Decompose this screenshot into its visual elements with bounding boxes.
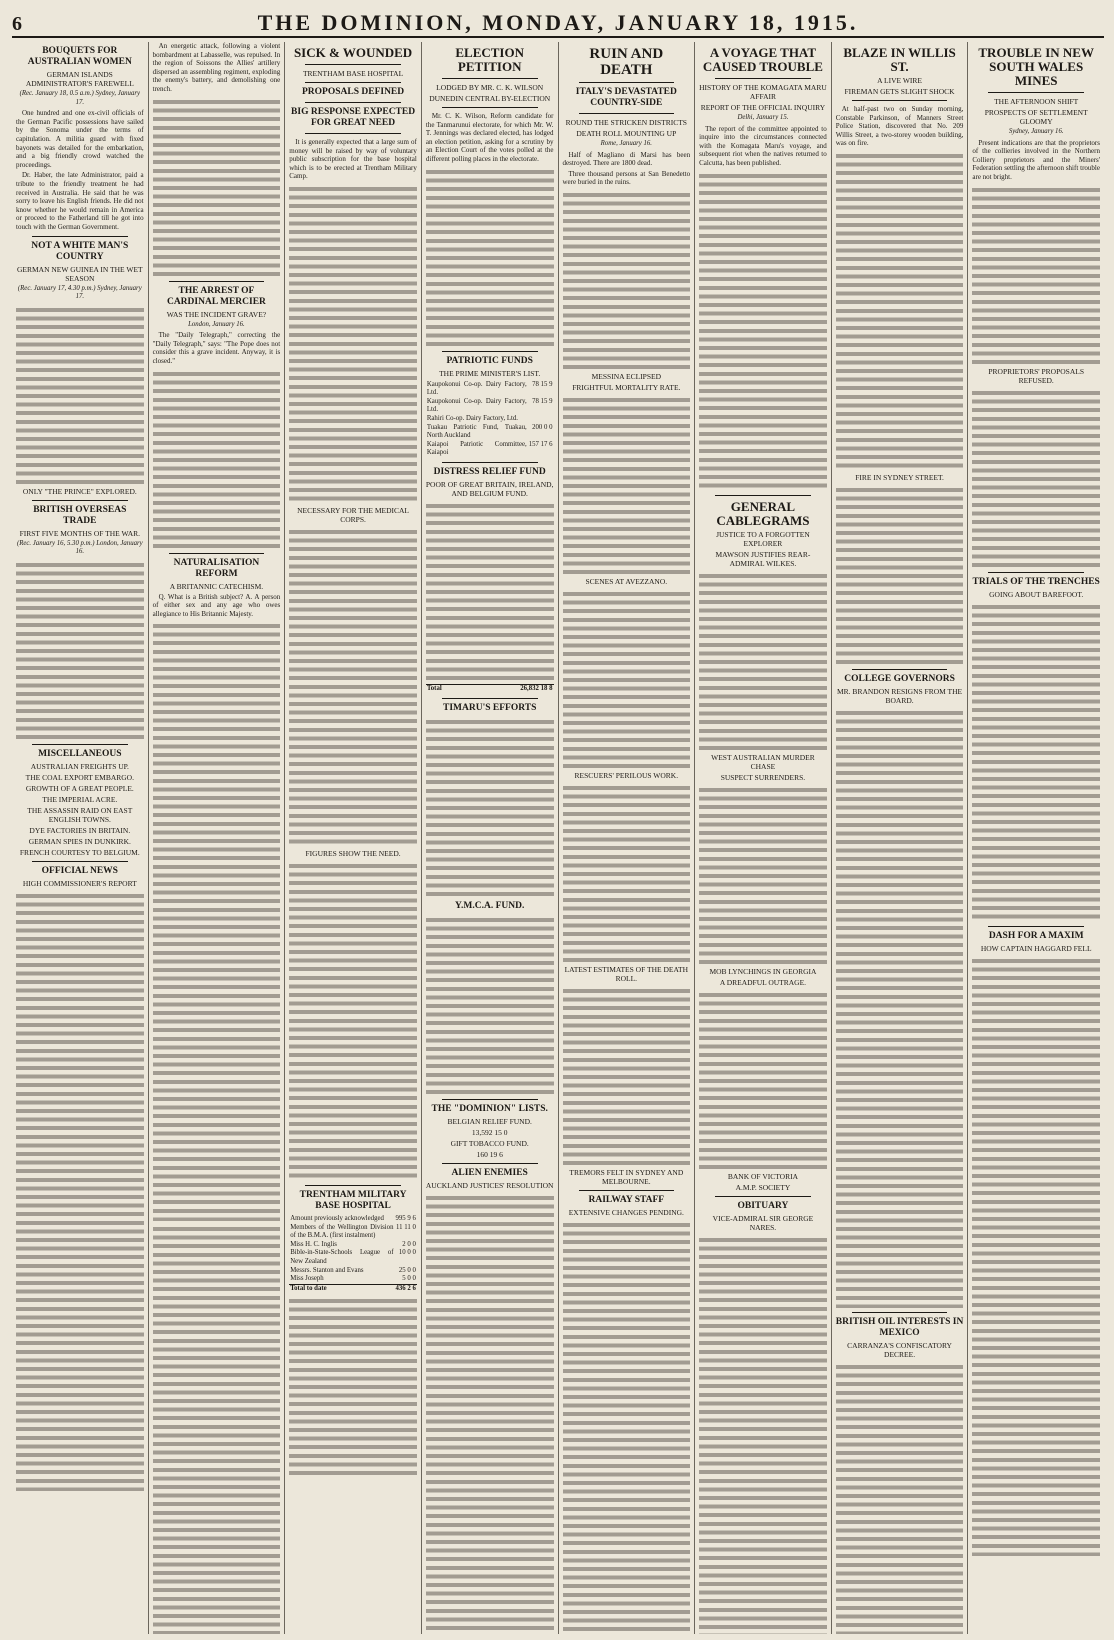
headline: THE "DOMINION" LISTS. — [431, 1103, 548, 1114]
headline: COLLEGE GOVERNORS — [844, 673, 955, 684]
divider — [305, 102, 401, 103]
text-block — [289, 1296, 417, 1476]
text-block — [836, 485, 964, 665]
subheading: FRIGHTFUL MORTALITY RATE. — [572, 382, 681, 392]
headline: THE ARREST OF CARDINAL MERCIER — [166, 285, 266, 307]
columns — [12, 42, 1104, 1634]
contribution-amount — [528, 415, 554, 424]
subheading: PROSPECTS OF SETTLEMENT GLOOMY — [984, 108, 1088, 126]
headline: DASH FOR A MAXIM — [988, 930, 1084, 941]
contribution-amount: 200 0 0 — [532, 423, 553, 431]
masthead — [12, 10, 1104, 38]
divider — [442, 107, 538, 108]
subheading: A BRITANNIC CATECHISM. — [169, 581, 264, 591]
contribution-amount: 157 17 6 — [528, 440, 553, 448]
relief-total — [426, 684, 554, 694]
text-block — [153, 97, 281, 277]
divider — [305, 64, 401, 65]
dateline: (Rec. January 16, 5.30 p.m.) London, January 16. — [16, 539, 143, 556]
subheading: THE ASSASSIN RAID ON EAST ENGLISH TOWNS. — [27, 805, 133, 824]
article-text: Q. What is a British subject? A. A person of either sex and any age who owes allegiance to His Britannic Majesty. — [152, 592, 281, 618]
headline: ELECTION PETITION — [455, 45, 524, 74]
contributor-name: Bible-in-State-Schools League of New Zealand — [290, 1249, 394, 1265]
text-block — [836, 151, 964, 471]
fund-entry — [289, 1215, 417, 1224]
text-block — [426, 1193, 554, 1635]
article-text: It is generally expected that a large sum of money will be raised by way of voluntary public subscription for the base hospital which is to be erected at Trentham Military Camp. — [289, 138, 417, 181]
subheading: GROWTH OF A GREAT PEOPLE. — [25, 783, 134, 793]
fund-total-amount: 13,592 15 0 — [471, 1127, 508, 1137]
divider — [715, 78, 811, 79]
headline: NOT A WHITE MAN'S COUNTRY — [31, 240, 129, 262]
fund-entry — [426, 441, 554, 458]
fund-total-label: Total — [426, 684, 468, 693]
divider — [305, 133, 401, 134]
text-block — [699, 785, 827, 965]
text-block — [699, 990, 827, 1170]
article-text: One hundred and one ex-civil officials of the German Pacific possessions have sailed by the Sonoma under the terms of capitulation. A militia guard with fixed bayonets was detailed for the embarkation, and a big friendly crowd watched the proceedings. — [16, 109, 144, 169]
subheading: FIRE IN SYDNEY STREET. — [855, 472, 944, 482]
subheading: NECESSARY FOR THE MEDICAL CORPS. — [297, 505, 409, 524]
subheading: THE COAL EXPORT EMBARGO. — [25, 772, 134, 782]
subheading: ROUND THE STRICKEN DISTRICTS — [565, 118, 687, 127]
subheading: RESCUERS' PERILOUS WORK. — [574, 770, 679, 780]
divider — [169, 281, 265, 282]
divider — [852, 100, 948, 101]
fund-entry — [426, 398, 554, 415]
divider — [32, 861, 128, 862]
dateline: Delhi, January 15. — [737, 114, 789, 121]
text-block — [289, 861, 417, 1181]
divider — [579, 1190, 675, 1191]
text-block — [153, 1224, 281, 1634]
fund-total-amount: 26,832 18 8 — [468, 684, 554, 693]
headline: ITALY'S DEVASTATED COUNTRY-SIDE — [575, 87, 677, 108]
contributor-name: Messrs. Stanton and Evans — [290, 1266, 364, 1274]
subheading: HISTORY OF THE KOMAGATA MARU AFFAIR — [699, 83, 827, 101]
column-1 — [12, 42, 149, 1634]
contributor-name: Kaupokonui Co-op. Dairy Factory, Ltd. — [426, 380, 527, 397]
fund-total-amount: 160 19 6 — [476, 1149, 503, 1159]
divider — [32, 744, 128, 745]
article-text: The report of the committee appointed to inquire into the circumstances connected with the Komagata Maru's voyage, and subsequent riot when the natives returned to Calcutta, has been published. — [699, 124, 827, 167]
text-block — [426, 915, 554, 1095]
subheading: MESSINA ECLIPSED — [591, 371, 661, 381]
article-text: Present indications are that the proprietors of the collieries involved in the Northern Colliery proprietors and the Miners' Federation settling the afternoon shift trouble are not bright. — [972, 138, 1100, 181]
subheading: REPORT OF THE OFFICIAL INQUIRY — [700, 103, 826, 112]
dateline: (Rec. January 17, 4.30 p.m.) Sydney, January 17. — [17, 284, 142, 301]
divider — [32, 500, 128, 501]
headline: TRENTHAM MILITARY BASE HOSPITAL — [299, 1189, 407, 1211]
subheading: BANK OF VICTORIA — [727, 1171, 799, 1181]
contributor-name: Rahiri Co-op. Dairy Factory, Ltd. — [426, 414, 518, 422]
subheading: HIGH COMMISSIONER'S REPORT — [22, 878, 137, 888]
subheading: POOR OF GREAT BRITAIN, IRELAND, AND BELGIUM FUND. — [425, 479, 554, 498]
subheading: DYE FACTORIES IN BRITAIN. — [29, 825, 131, 835]
article-text: Half of Magliano di Marsi has been destroyed. There are 1800 dead. — [562, 150, 691, 168]
subheading: AUCKLAND JUSTICES' RESOLUTION — [425, 1180, 554, 1190]
headline: TIMARU'S EFFORTS — [443, 702, 537, 713]
subheading: GERMAN SPIES IN DUNKIRK. — [28, 836, 131, 846]
contribution-amount: 10 0 0 — [398, 1249, 416, 1257]
text-block — [563, 1220, 691, 1634]
divider — [169, 553, 265, 554]
subheading: GIFT TOBACCO FUND. — [450, 1138, 529, 1148]
contribution-amount: 5 0 0 — [402, 1275, 416, 1283]
divider — [442, 698, 538, 699]
divider — [852, 669, 948, 670]
subheading: FIREMAN GETS SLIGHT SHOCK — [844, 87, 955, 96]
divider — [442, 1099, 538, 1100]
subheading: WAS THE INCIDENT GRAVE? — [166, 309, 267, 319]
headline: SICK & WOUNDED — [293, 45, 413, 60]
contributor-name: Tuakau Patriotic Fund, Tuakau, North Auckland — [426, 423, 527, 440]
subheading: MOB LYNCHINGS IN GEORGIA — [709, 966, 817, 976]
fund-total-label: Total to date — [289, 1284, 394, 1293]
text-block — [563, 395, 691, 575]
column-6 — [695, 42, 832, 1634]
subheading: DEATH ROLL MOUNTING UP — [576, 129, 677, 138]
subheading: FIGURES SHOW THE NEED. — [305, 848, 401, 858]
contribution-amount: 78 15 9 — [532, 397, 553, 405]
article-text: Mr. C. K. Wilson, Reform candidate for the Tanmarunui electorate, for which Mr. W. T. Jennings was declared elected, has lodged an election petition, asking for a scrutiny by an Election Court of the votes polled at the different polling places in the electorate. — [425, 112, 554, 163]
column-5 — [559, 42, 696, 1634]
headline: PATRIOTIC FUNDS — [446, 355, 533, 366]
contributor-name: Kaupokonui Co-op. Dairy Factory, Ltd. — [426, 397, 527, 414]
headline: NATURALISATION REFORM — [173, 557, 260, 579]
headline: TRIALS OF THE TRENCHES — [972, 576, 1100, 587]
fund-entry — [289, 1275, 417, 1284]
text-block — [836, 708, 964, 1308]
fund-entry — [426, 424, 554, 441]
article-text: The "Daily Telegraph," correcting the "Daily Telegraph," says: "The Pope does not consider this a grave incident. Anyway, it is closed." — [152, 331, 281, 365]
subheading: SUSPECT SURRENDERS. — [720, 772, 806, 782]
divider — [442, 78, 538, 79]
subheading: PROPRIETORS' PROPOSALS REFUSED. — [988, 366, 1084, 385]
subheading: TREMORS FELT IN SYDNEY AND MELBOURNE. — [569, 1167, 684, 1186]
fund-entry — [289, 1241, 417, 1250]
headline: MISCELLANEOUS — [38, 748, 122, 759]
text-block — [836, 1362, 964, 1634]
contributor-name: Miss Joseph — [290, 1275, 324, 1283]
article-text: An energetic attack, following a violent bombardment at Labasselle, was repulsed. In the region of Soissons the Allies' artillery dispersed an assembling regiment, exploding the enemy's battery, and demolishing one trench. — [152, 42, 281, 93]
subheading: GERMAN ISLANDS ADMINISTRATOR'S FAREWELL — [25, 70, 134, 88]
divider — [305, 82, 401, 83]
fund-entry — [289, 1224, 417, 1241]
headline: DISTRESS RELIEF FUND — [433, 466, 546, 477]
contributor-name: Kaiapoi Patriotic Committee, Kaiapoi — [426, 440, 527, 457]
fund-entry — [289, 1267, 417, 1276]
subheading: FIRST FIVE MONTHS OF THE WAR. — [19, 528, 141, 538]
subheading: JUSTICE TO A FORGOTTEN EXPLORER — [716, 529, 810, 548]
divider — [442, 1163, 538, 1164]
fund-total-amount: 436 2 6 — [395, 1284, 416, 1292]
contributor-name: Members of the Wellington Division of the B.M.A. (first instalment) — [290, 1223, 394, 1240]
contributor-name: Amount previously acknowledged — [290, 1214, 384, 1222]
subheading: A LIVE WIRE — [877, 76, 922, 85]
text-block — [972, 956, 1100, 1556]
fund-entry — [426, 415, 554, 424]
column-8 — [968, 42, 1104, 1634]
contributor-name: Miss H. C. Inglis — [290, 1240, 337, 1248]
subscription-list — [426, 381, 554, 458]
divider — [852, 1312, 948, 1313]
subheading: THE PRIME MINISTER'S LIST. — [439, 368, 541, 378]
newspaper-title: THE DOMINION, MONDAY, JANUARY 18, 1915. — [257, 10, 859, 35]
headline: ALIEN ENEMIES — [451, 1167, 528, 1178]
column-3 — [285, 42, 422, 1634]
text-block — [16, 560, 144, 740]
column-7 — [832, 42, 969, 1634]
text-block — [426, 167, 554, 347]
text-block — [699, 1235, 827, 1634]
text-block — [563, 589, 691, 769]
text-block — [563, 190, 691, 370]
article-text: At half-past two on Sunday morning, Constable Parkinson, of Manners Street Police Station, discovered that No. 209 Willis Street, a two-storey wooden building, was on fire. — [835, 105, 964, 148]
contribution-amount: 25 0 0 — [398, 1266, 416, 1274]
subheading: HOW CAPTAIN HAGGARD FELL — [980, 943, 1092, 953]
subheading: CARRANZA'S CONFISCATORY DECREE. — [847, 1340, 952, 1359]
contribution-amount: 11 11 0 — [395, 1223, 416, 1231]
subheading: BELGIAN RELIEF FUND. — [447, 1116, 532, 1126]
subheading: TRENTHAM BASE HOSPITAL — [302, 69, 404, 78]
headline: OFFICIAL NEWS — [41, 865, 118, 876]
fund-entry — [289, 1249, 417, 1266]
subheading: LODGED BY MR. C. K. WILSON — [436, 83, 544, 92]
headline: RUIN AND DEATH — [589, 46, 664, 78]
subheading: THE AFTERNOON SHIFT — [994, 97, 1079, 106]
subheading: AUSTRALIAN FREIGHTS UP. — [30, 761, 129, 771]
divider — [988, 926, 1084, 927]
divider — [988, 92, 1084, 93]
page-number: 6 — [12, 13, 22, 35]
subheading: GERMAN NEW GUINEA IN THE WET SEASON — [17, 264, 143, 283]
subheading: A DREADFUL OUTRAGE. — [719, 977, 807, 987]
divider — [988, 572, 1084, 573]
text-block — [16, 305, 144, 485]
contribution-amount: 78 15 9 — [532, 380, 553, 388]
headline: BIG RESPONSE EXPECTED FOR GREAT NEED — [291, 107, 416, 128]
text-block — [289, 184, 417, 504]
dateline: Rome, January 16. — [600, 140, 652, 147]
headline: GENERAL CABLEGRAMS — [716, 498, 810, 528]
headline: A VOYAGE THAT CAUSED TROUBLE — [702, 45, 823, 74]
divider — [32, 236, 128, 237]
headline: BLAZE IN WILLIS ST. — [843, 45, 956, 74]
subscription-list — [289, 1215, 417, 1293]
headline: BRITISH OIL INTERESTS IN MEXICO — [835, 1316, 964, 1338]
text-block — [16, 891, 144, 1491]
headline: BRITISH OVERSEAS TRADE — [33, 504, 127, 526]
headline: BOUQUETS FOR AUSTRALIAN WOMEN — [27, 46, 132, 67]
dateline: Sydney, January 16. — [1008, 128, 1064, 135]
subheading: EXTENSIVE CHANGES PENDING. — [568, 1207, 684, 1217]
headline: OBITUARY — [737, 1200, 789, 1211]
fund-entry — [426, 381, 554, 398]
divider — [442, 462, 538, 463]
subheading: GOING ABOUT BAREFOOT. — [989, 589, 1084, 599]
text-block — [972, 185, 1100, 365]
headline: Y.M.C.A. FUND. — [455, 900, 525, 911]
headline: PROPOSALS DEFINED — [301, 87, 405, 97]
subheading: A.M.P. SOCIETY — [735, 1182, 791, 1192]
subheading: WEST AUSTRALIAN MURDER CHASE — [711, 752, 815, 771]
text-block — [699, 171, 827, 491]
subheading: MAWSON JUSTIFIES REAR-ADMIRAL WILKES. — [715, 549, 811, 568]
subheading: SCENES AT AVEZZANO. — [585, 576, 668, 586]
divider — [579, 82, 675, 83]
text-block — [563, 986, 691, 1166]
subheading: FRENCH COURTESY TO BELGIUM. — [19, 847, 140, 857]
column-2 — [149, 42, 286, 1634]
dateline: (Rec. January 18, 0.5 a.m.) Sydney, January 17. — [19, 90, 141, 106]
subheading: VICE-ADMIRAL SIR GEORGE NARES. — [712, 1213, 814, 1232]
fund-total-row — [426, 684, 554, 693]
text-block — [972, 602, 1100, 922]
subheading: MR. BRANDON RESIGNS FROM THE BOARD. — [837, 686, 963, 705]
article-text: Three thousand persons at San Benedetto were buried in the ruins. — [562, 169, 691, 187]
text-block — [426, 501, 554, 681]
headline: TROUBLE IN NEW SOUTH WALES MINES — [978, 45, 1094, 88]
article-text: Dr. Haber, the late Administrator, paid a tribute to the friendly treatment he had received in Australia. He said that he was sorry to leave his English friends. He did not know whether he would remain in America or proceed to the Fatherland till he got into touch with the German Government. — [16, 171, 144, 231]
text-block — [972, 388, 1100, 568]
column-4 — [422, 42, 559, 1634]
subheading: ONLY "THE PRINCE" EXPLORED. — [22, 486, 137, 496]
text-block — [153, 369, 281, 549]
subheading: LATEST ESTIMATES OF THE DEATH ROLL. — [564, 964, 689, 983]
text-block — [426, 717, 554, 897]
text-block — [563, 783, 691, 963]
dateline: London, January 16. — [188, 320, 245, 328]
divider — [715, 1196, 811, 1197]
divider — [442, 351, 538, 352]
contribution-amount: 2 0 0 — [402, 1240, 416, 1248]
subheading: THE IMPERIAL ACRE. — [42, 794, 118, 804]
divider — [305, 1185, 401, 1186]
fund-total-row — [289, 1284, 417, 1293]
text-block — [699, 571, 827, 751]
divider — [715, 495, 811, 496]
contribution-amount: 995 9 6 — [395, 1214, 416, 1222]
divider — [579, 113, 675, 114]
text-block — [289, 527, 417, 847]
headline: RAILWAY STAFF — [588, 1194, 665, 1205]
text-block — [153, 621, 281, 1221]
subheading: DUNEDIN CENTRAL BY-ELECTION — [429, 94, 551, 103]
